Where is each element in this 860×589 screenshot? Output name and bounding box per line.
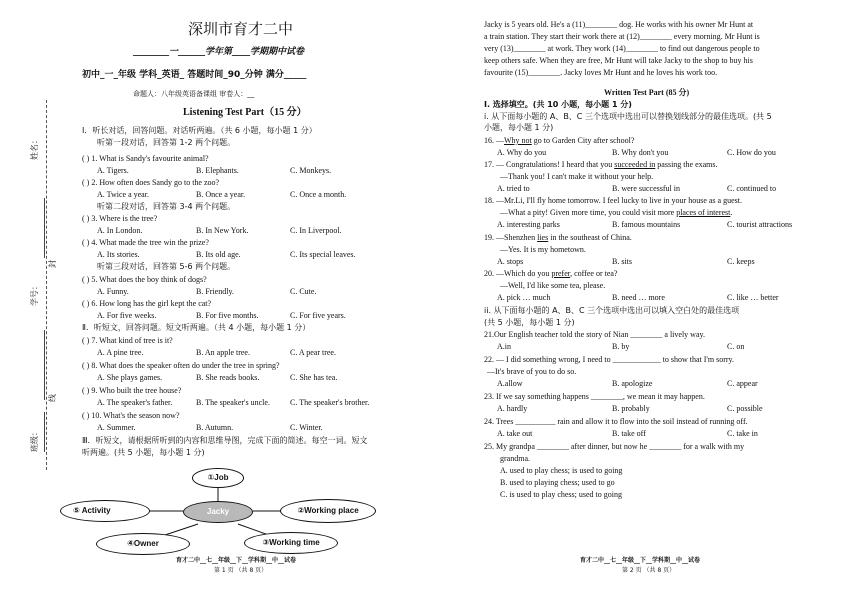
q22-option-c: C. appear (727, 379, 758, 388)
q25-option-b: B. used to playing chess; used to go (500, 478, 615, 487)
q5-option-a: A. Funny. (97, 287, 129, 296)
q6-option-a: A. For five weeks. (97, 311, 157, 320)
mind-map-node-activity (60, 500, 150, 522)
node-job-label: ①Job (207, 473, 229, 482)
q20-option-b: B. need … more (612, 293, 665, 302)
listening-section-1-title: Ⅰ．听长对话，回答问题。对话听两遍。（共 6 小题，每小题 1 分） (82, 126, 317, 135)
q17-text-post: passing the exams. (655, 160, 718, 169)
class-label: 班级： (30, 428, 39, 452)
q18-option-b: B. famous mountains (612, 220, 681, 229)
mind-map-node-working-time (244, 532, 338, 554)
q3-option-b: B. In New York. (196, 226, 249, 235)
q7-option-a: A. A pine tree. (97, 348, 144, 357)
q24-option-b: B. take off (612, 429, 646, 438)
q2-option-b: B. Once a year. (196, 190, 246, 199)
q1-option-c: C. Monkeys. (290, 166, 332, 175)
mind-map-node-owner (96, 533, 190, 555)
q23-option-b: B. probably (612, 404, 650, 413)
node-working-place-label: ②Working place (297, 506, 359, 515)
listening-sub-1: 听第一段对话，回答第 1-2 两个问题。 (97, 138, 236, 147)
q20-option-a: A. pick … much (497, 293, 551, 302)
name-blank (44, 198, 45, 258)
question-19 (484, 233, 632, 243)
q16-option-a: A. Why do you (497, 148, 547, 157)
q18-underlined: places of interest (676, 208, 731, 217)
q18-text-post: . (730, 208, 733, 217)
left-footer: 育才二中__七__年级__下__学科期__中__试卷 (176, 557, 297, 564)
listening-sub-3: 听第三段对话，回答第 5-6 两个问题。 (97, 262, 236, 271)
written-section-1-title: Ⅰ. 选择填空。(共 10 小题，每小题 1 分) (484, 100, 632, 109)
left-page-number: 第 1 页 （共 8 页） (214, 567, 268, 574)
q16-text-post: go to Garden City after school? (531, 136, 635, 145)
written-section-1-ii: ii. 从下面每小题的 A、B、C 三个选项中选出可以填入空白处的最佳选项 (484, 306, 740, 315)
listening-sub-2: 听第二段对话，回答第 3-4 两个问题。 (97, 202, 236, 211)
q16-option-b: B. Why don't you (612, 148, 669, 157)
q19-underlined: lies (537, 233, 549, 242)
q21-option-a: A.in (497, 342, 511, 351)
q21-option-b: B. by (612, 342, 630, 351)
question-2: ( ) 2. How often does Sandy go to the zoo? (82, 178, 220, 187)
q22-option-a: A.allow (497, 379, 523, 388)
question-22: 22. — I did something wrong, I need to ____________ to show that I'm sorry. (484, 355, 735, 364)
q17-option-c: C. continued to (727, 184, 777, 193)
id-label: 学号： (30, 282, 39, 306)
q19-option-b: B. sits (612, 257, 633, 266)
listening-section-3-title-cont: 听两遍。(共 5 小题，每小题 1 分) (82, 448, 205, 457)
q10-option-b: B. Autumn. (196, 423, 234, 432)
q22-line-2: —It's brave of you to do so. (487, 367, 577, 376)
question-24: 24. Trees __________ rain and allow it to flow into the soil instead of running off. (484, 417, 748, 426)
question-7: ( ) 7. What kind of tree is it? (82, 336, 173, 345)
q24-option-a: A. take out (497, 429, 533, 438)
id-blank (44, 330, 45, 400)
q8-option-c: C. She has tea. (290, 373, 338, 382)
q6-option-b: B. For five months. (196, 311, 259, 320)
class-blank (44, 412, 45, 452)
passage-line-1: Jacky is 5 years old. He's a (11)________ dog. He works with his owner Mr Hunt at (484, 20, 754, 29)
question-10: ( ) 10. What's the season now? (82, 411, 180, 420)
question-6: ( ) 6. How long has the girl kept the cat? (82, 299, 212, 308)
q20-underlined: prefer (551, 269, 571, 278)
q4-option-a: A. Its stories. (97, 250, 140, 259)
q17-line-2: —Thank you! I can't make it without your help. (500, 172, 654, 181)
binding-dashed-line (46, 100, 47, 470)
q9-option-c: C. The speaker's brother. (290, 398, 370, 407)
q25-option-a: A. used to play chess; is used to going (500, 466, 623, 475)
mind-map-node-center (183, 501, 253, 523)
q8-option-a: A. She plays games. (97, 373, 163, 382)
right-page-number: 第 2 页 （共 8 页） (622, 567, 676, 574)
q18-text-pre: —What a pity! Given more time, you could visit more (500, 208, 677, 217)
node-center-label: Jacky (206, 507, 230, 516)
q1-option-b: B. Elephants. (196, 166, 239, 175)
mind-map (58, 466, 378, 562)
q16-option-c: C. How do you (727, 148, 776, 157)
written-section-1-ii-cont: (共 5 小题，每小题 1 分) (484, 318, 575, 327)
q19-line-2: —Yes. It is my hometown. (500, 245, 586, 254)
q19-option-c: C. keeps (727, 257, 755, 266)
q20-text-pre: 20. —Which do you (484, 269, 552, 278)
node-working-time-label: ③Working time (262, 538, 320, 547)
q16-text-pre: 16. — (484, 136, 504, 145)
q4-option-b: B. Its old age. (196, 250, 241, 259)
passage-line-4: keep others safe. When they are free, Mr Hunt will take Jacky to the shop to buy his (484, 56, 753, 65)
passage-line-5: favourite (15)________. Jacky loves Mr Hunt and he loves his work too. (484, 68, 718, 77)
q18-line-2 (500, 208, 732, 218)
listening-section-2-title: Ⅱ．听短文，回答问题。短文听两遍。（共 4 小题，每小题 1 分） (82, 323, 311, 332)
question-23: 23. If we say something happens ________, we mean it may happen. (484, 392, 705, 401)
q1-option-a: A. Tigers. (97, 166, 129, 175)
question-5: ( ) 5. What does the boy think of dogs? (82, 275, 207, 284)
q18-option-c: C. tourist attractions (727, 220, 793, 229)
q19-text-post: in the southeast of China. (548, 233, 632, 242)
q7-option-c: C. A pear tree. (290, 348, 336, 357)
q2-option-c: C. Once a month. (290, 190, 347, 199)
q20-line-2: —Well, I'd like some tea, please. (500, 281, 606, 290)
q10-option-c: C. Winter. (290, 423, 323, 432)
listening-section-3-title: Ⅲ．听短文，请根据所听到的内容和思维导图，完成下面的简述。每空一词。短文 (82, 436, 368, 445)
written-title: Written Test Part (85 分) (604, 88, 690, 97)
q23-option-a: A. hardly (497, 404, 528, 413)
written-section-1-i: i. 从下面每小题的 A、B、C 三个选项中选出可以替换划线部分的最佳选项。(共 5 (484, 112, 772, 121)
q20-text-post: , coffee or tea? (570, 269, 618, 278)
q9-option-a: A. The speaker's father. (97, 398, 173, 407)
question-4: ( ) 4. What made the tree win the prize? (82, 238, 209, 247)
passage-line-2: a train station. They start their work there at (12)________ every morning. Mr Hunt is (484, 32, 760, 41)
q24-option-c: C. take in (727, 429, 758, 438)
q9-option-b: B. The speaker's uncle. (196, 398, 270, 407)
mind-map-node-working-place (280, 499, 376, 523)
passage-line-3: very (13)________ at work. They work (14)________ to find out dangerous people to (484, 44, 760, 53)
q19-text-pre: 19. —Shenzhen (484, 233, 538, 242)
setter-line: 命题人：八年级英语备课组 审卷人：__ (133, 90, 255, 98)
seal-label-2: 线 (48, 394, 57, 402)
q17-underlined: succeeded in (614, 160, 656, 169)
q10-option-a: A. Summer. (97, 423, 136, 432)
listening-title: Listening Test Part（15 分） (183, 107, 307, 118)
q5-option-c: C. Cute. (290, 287, 317, 296)
q25-option-c: C. is used to play chess; used to going (500, 490, 622, 499)
q5-option-b: B. Friendly. (196, 287, 234, 296)
question-20 (484, 269, 617, 279)
node-owner-label: ④Owner (127, 539, 159, 548)
school-title: 深圳市育才二中 (188, 20, 294, 38)
q7-option-b: B. An apple tree. (196, 348, 250, 357)
q17-option-a: A. tried to (497, 184, 530, 193)
question-17 (484, 160, 718, 170)
question-21: 21.Our English teacher told the story of Nian ________ a lively way. (484, 330, 705, 339)
question-25: 25. My grandpa ________ after dinner, but now he ________ for a walk with my (484, 442, 745, 451)
question-8: ( ) 8. What does the speaker often do under the tree in spring? (82, 361, 280, 370)
q17-text-pre: 17. — Congratulations! I heard that you (484, 160, 615, 169)
q18-option-a: A. interesting parks (497, 220, 560, 229)
seal-label: 封 (48, 260, 57, 268)
question-9: ( ) 9. Who built the tree house? (82, 386, 182, 395)
q21-option-c: C. on (727, 342, 745, 351)
written-section-1-i-cont: 小题，每小题 1 分) (484, 123, 554, 132)
q16-underlined: Why not (504, 136, 532, 145)
q17-option-b: B. were successful in (612, 184, 680, 193)
q6-option-c: C. For five years. (290, 311, 346, 320)
question-3: ( ) 3. Where is the tree? (82, 214, 158, 223)
q8-option-b: B. She reads books. (196, 373, 260, 382)
question-16 (484, 136, 634, 146)
q2-option-a: A. Twice a year. (97, 190, 149, 199)
right-footer: 育才二中__七__年级__下__学科期__中__试卷 (580, 557, 701, 564)
name-label: 姓名： (30, 136, 39, 160)
q25-line-2: grandma. (500, 454, 530, 463)
mind-map-node-job (192, 468, 244, 488)
node-activity-label: ⑤ Activity (73, 506, 111, 515)
q22-option-b: B. apologize (612, 379, 653, 388)
q4-option-c: C. Its special leaves. (290, 250, 356, 259)
question-1: ( ) 1. What is Sandy's favourite animal? (82, 154, 209, 163)
q23-option-c: C. possible (727, 404, 763, 413)
question-18: 18. —Mr.Li, I'll fly home tomorrow. I feel lucky to live in your house as a guest. (484, 196, 742, 205)
term-line: ________一______学年第____学期期中试卷 (133, 47, 305, 57)
q19-option-a: A. stops (497, 257, 524, 266)
q3-option-a: A. In London. (97, 226, 143, 235)
exam-info-line: 初中_一_年级 学科_英语_ 答题时间_90_分钟 满分_____ (82, 70, 307, 80)
q3-option-c: C. In Liverpool. (290, 226, 342, 235)
q20-option-c: C. like … better (727, 293, 779, 302)
